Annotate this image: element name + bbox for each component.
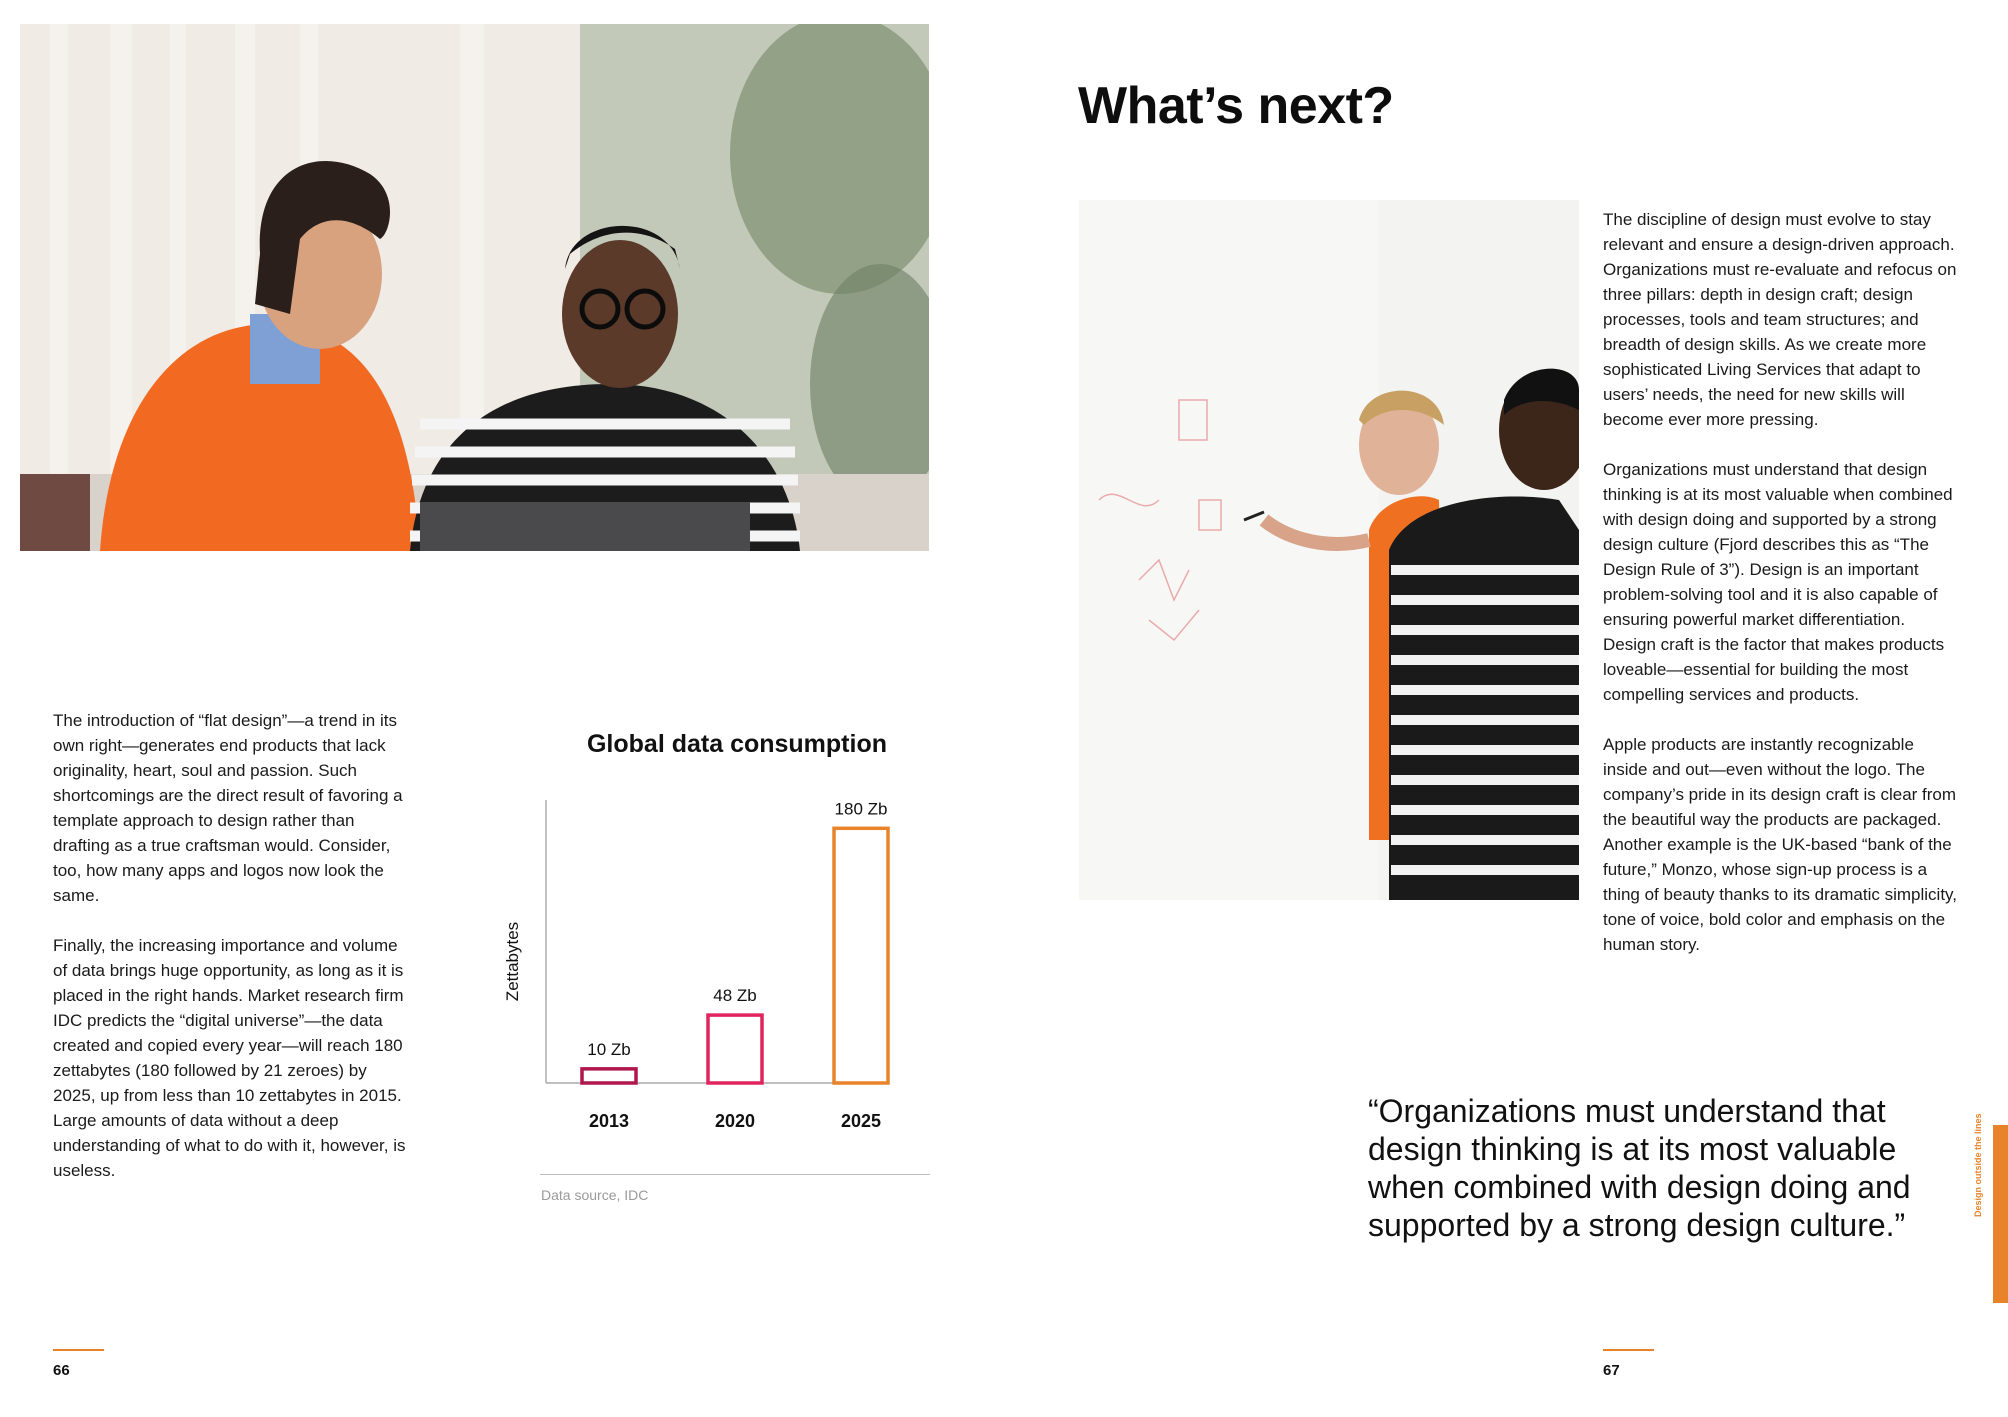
left-body-text [53, 708, 408, 1208]
chart-source: Data source, IDC [541, 1187, 649, 1203]
right-body-text [1603, 207, 1958, 982]
page-headline: What’s next? [1078, 77, 1394, 135]
page-number-right: 67 [1603, 1362, 1620, 1379]
left-paragraph-2: Finally, the increasing importance and volume of data brings huge opportunity, as long as it is placed in the right hands. Market research firm IDC predicts the “digital universe”—the data created and copied every year—will reach 180 zettabytes (180 followed by 21 zeroes) by 2025, up from less than 10 zettabytes in 2015. Large amounts of data without a deep understanding of what to do with it, however, is useless. [53, 936, 406, 1180]
chart-x-tick-label: 2020 [714, 1111, 756, 1131]
section-tab [1993, 1125, 2008, 1303]
photo-illustration [1079, 200, 1579, 900]
chart-data-label: 48 Zb [713, 986, 757, 1006]
right-paragraph-1: The discipline of design must evolve to stay relevant and ensure a design-driven approach. Organizations must re-evaluate and refocus on three pillars: depth in design craft; design processes, tools and team structures; and breadth of design skills. As we create more sophisticated Living Services that adapt to users’ needs, the need for new skills will become ever more pressing. [1603, 210, 1957, 429]
left-paragraph-1: The introduction of “flat design”—a trend in its own right—generates end products that lack originality, heart, soul and passion. Such shortcomings are the direct result of favoring a template approach to design rather than drafting as a true craftsman would. Consider, too, how many apps and logos now look the same. [53, 711, 403, 905]
chart-x-tick-label: 2025 [840, 1111, 882, 1131]
bar-chart [480, 780, 940, 1150]
page-rule-right [1603, 1349, 1654, 1351]
right-paragraph-3: Apple products are instantly recognizable inside and out—even without the logo. The company’s pride in its design craft is clear from the beautiful way the products are packaged. Another example is the UK-based “bank of the future,” Monzo, whose sign-up process is a thing of beauty thanks to its dramatic simplicity, tone of voice, bold color and emphasis on the human story. [1603, 735, 1958, 954]
chart-data-label: 180 Zb [834, 799, 888, 819]
chart-bar [582, 1069, 636, 1083]
chart-divider [540, 1174, 930, 1175]
chart-bar [834, 828, 888, 1083]
page-number-left: 66 [53, 1362, 70, 1379]
right-paragraph-2: Organizations must understand that design thinking is at its most valuable when combined with design doing and supported by a strong design culture (Fjord describes this as “The Design Rule of 3”). Design is an important problem-solving tool and it is also capable of ensuring powerful market differentiation. Design craft is the factor that makes products loveable—essential for building the most compelling services and products. [1603, 460, 1953, 704]
photo-two-colleagues-laptop [20, 24, 929, 551]
pull-quote: “Organizations must understand that design thinking is at its most valuable when combined with design doing and supported by a strong design culture.” [1368, 1093, 1911, 1243]
photo-whiteboard-session [1079, 200, 1579, 900]
page-rule-left [53, 1349, 104, 1351]
chart-bar [708, 1015, 762, 1083]
chart-x-tick-label: 2013 [588, 1111, 630, 1131]
chart-title: Global data consumption [586, 730, 887, 758]
chart-y-label: Zettabytes [503, 921, 522, 1002]
photo-illustration [20, 24, 929, 551]
chart-data-label: 10 Zb [587, 1039, 631, 1059]
